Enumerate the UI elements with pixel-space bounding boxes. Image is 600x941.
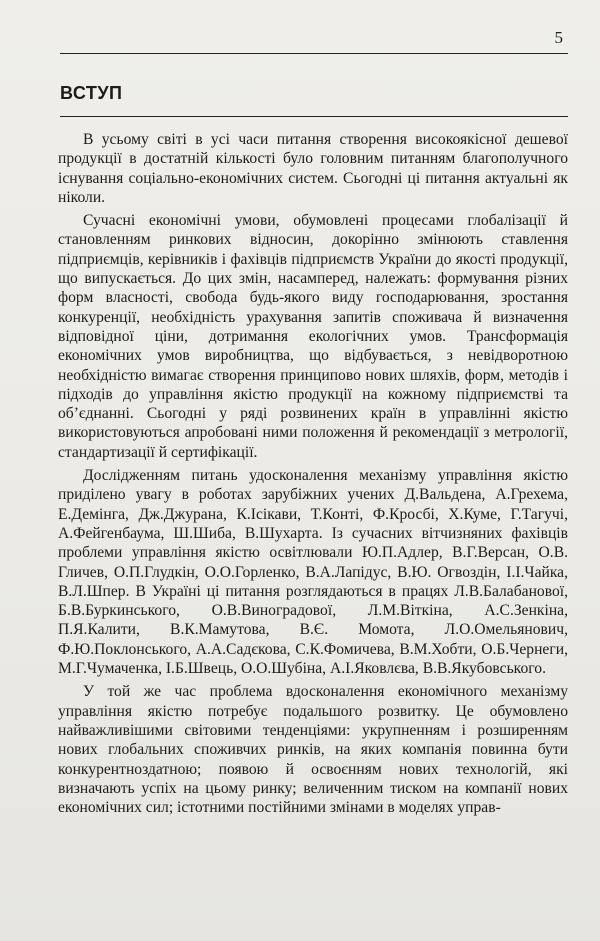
paragraph: В усьому світі в усі часи питання створення високоякісної дешевої продукції в достатній кількості було головним питанням благополучного існування соціально-економічних систем. Сьогодні ці питання актуальні як ніколи. xyxy=(58,131,568,206)
body-text xyxy=(58,130,568,817)
title-rule xyxy=(60,116,568,117)
paragraph: Дослідженням питань удосконалення механізму управління якістю приділено увагу в роботах зарубіжних учених Д.Вальдена, А.Грехема, Е.Демінга, Дж.Джурана, К.Ісікави, Т.Конті, Ф.Кросбі, Х.Куме, Г.Тагучі, А.Фейгенбаума, Ш.Шиба, В.Шухарта. Із сучасних вітчизняних фахівців проблеми управління якістю освітлювали Ю.П.Адлер, В.Г.Версан, О.В. Гличев, О.П.Глудкін, О.О.Горленко, В.А.Лапідус, В.Ю. Огвоздін, І.І.Чайка, В.Л.Шпер. В Україні ці питання розглядаються в працях Л.В.Балабанової, Б.В.Буркинського, О.В.Виноградової, Л.М.Віткіна, А.С.Зенкіна, П.Я.Калити, В.К.Мамутова, В.Є. Момота, Л.О.Омельянович, Ф.Ю.Поклонського, А.А.Садєкова, С.К.Фомичева, В.М.Хобти, О.Б.Чернеги, М.Г.Чумаченка, І.Б.Швець, О.О.Шубіна, А.І.Яковлєва, В.В.Якубовського. xyxy=(58,467,568,678)
page-number: 5 xyxy=(554,28,563,47)
section-title: ВСТУП xyxy=(60,83,123,103)
paragraph: У той же час проблема вдосконалення економічного механізму управління якістю потребує подальшого розвитку. Це обумовлено найважливішими світовими тенденціями: укрупненням і розширенням нових глобальних споживчих ринків, на яких компанія повинна бути конкурентноздатною; появою й освоєнням нових технологій, які визначають успіх на цьому ринку; величенним тиском на компанії нових економічних сил; істотними постійними змінами в моделях управ- xyxy=(58,683,568,817)
paragraph: Сучасні економічні умови, обумовлені процесами глобалізації й становленням ринкових відносин, докорінно змінюють ставлення підприємців, керівників і фахівців підприємств України до якості продукції, що випускається. До цих змін, насамперед, належать: формування різних форм власності, свобода будь-якого виду господарювання, зростання конкуренції, необхідність урахування запитів споживача й визначення відповідної ціни, дотримання екологічних умов. Трансформація економічних умов виробництва, що відбувається, з невідворотною необхідністю вимагає створення принципово нових шляхів, форм, методів і підходів до управління якістю продукції на кожному підприємстві та об’єднанні. Сьогодні у ряді розвинених країн в управлінні якістю використовуються апробовані ними положення й рекомендації з метрології, стандартизації й сертифікації. xyxy=(58,212,568,461)
header-rule xyxy=(60,53,568,54)
